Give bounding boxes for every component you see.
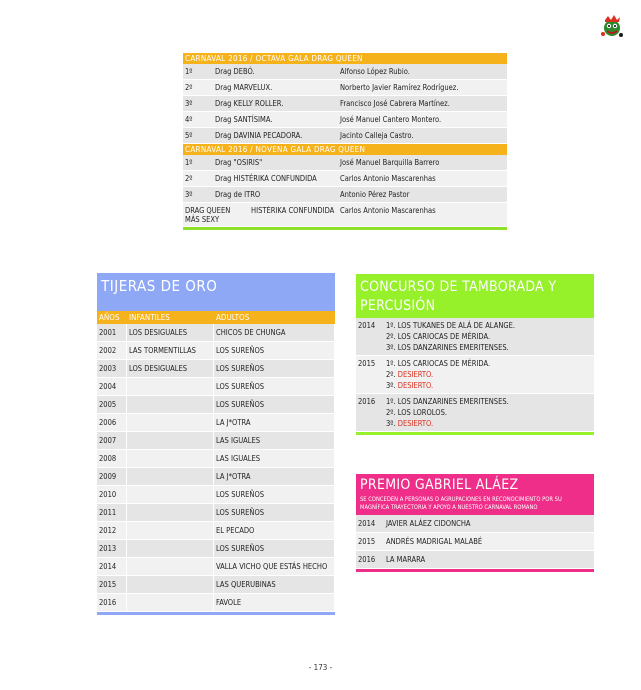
drag-name: Drag DAVINIA PECADORA. xyxy=(215,131,303,140)
premio-row xyxy=(356,515,594,533)
drag-table-bottom-bar xyxy=(183,227,507,230)
table-row xyxy=(97,342,335,360)
tijeras-header-row xyxy=(97,311,335,324)
premio-subtitle: SE CONCEDEN A PERSONAS O AGRUPACIONES EN RECONOCIMIENTO POR SU MAGNÍFICA TRAYECTORIA Y APOYO A NUESTRO CARNAVAL ROMANO xyxy=(356,496,594,515)
adultos-cell: LOS SUREÑOS xyxy=(214,378,335,395)
drag-name: Drag SANTÍSIMA. xyxy=(215,115,273,124)
infantiles-cell xyxy=(127,432,214,449)
carnival-mascot-logo xyxy=(600,14,624,40)
special-award-label: DRAG QUEEN MÁS SEXY xyxy=(185,206,231,224)
year-cell: 2014 xyxy=(97,558,127,575)
drag-name: Drag MARVELUX. xyxy=(215,83,273,92)
special-award-name: HISTÉRIKA CONFUNDIDA xyxy=(251,206,335,215)
infantiles-cell xyxy=(127,396,214,413)
drag-name: Drag KELLY ROLLER. xyxy=(215,99,284,108)
year-cell: 2003 xyxy=(97,360,127,377)
premio-bottom-bar xyxy=(356,569,594,572)
table-row xyxy=(97,396,335,414)
table-row xyxy=(97,576,335,594)
novena-row xyxy=(183,171,507,187)
novena-row xyxy=(183,187,507,203)
tijeras-bottom-bar xyxy=(97,612,335,615)
result-text: 1º. LOS DANZARINES EMERITENSES. xyxy=(386,397,509,406)
infantiles-cell xyxy=(127,504,214,521)
premio-title: PREMIO GABRIEL ALÁEZ xyxy=(356,474,594,496)
table-row xyxy=(97,504,335,522)
infantiles-cell xyxy=(127,540,214,557)
table-row xyxy=(97,360,335,378)
octava-row xyxy=(183,128,507,144)
result-text: 1º. LOS CARIOCAS DE MÉRIDA. xyxy=(386,359,491,368)
header-years: AÑOS xyxy=(99,313,120,322)
drag-name: Drag HISTÉRIKA CONFUNDIDA xyxy=(215,174,317,183)
year-cell: 2008 xyxy=(97,450,127,467)
author: Carlos Antonio Mascarenhas xyxy=(340,174,436,183)
result-line xyxy=(386,342,594,353)
year-cell: 2004 xyxy=(97,378,127,395)
table-row xyxy=(97,486,335,504)
adultos-cell: LAS QUERUBINAS xyxy=(214,576,335,593)
year-cell: 2014 xyxy=(358,519,376,528)
drag-name: Drag DEBÓ. xyxy=(215,67,255,76)
novena-row xyxy=(183,155,507,171)
year-cell: 2014 xyxy=(358,321,376,330)
year-cell: 2009 xyxy=(97,468,127,485)
result-line xyxy=(386,331,594,342)
tamborada-row xyxy=(356,318,594,356)
result-text: 3º. xyxy=(386,419,398,428)
result-text: 2º. LOS CARIOCAS DE MÉRIDA. xyxy=(386,332,491,341)
year-cell: 2011 xyxy=(97,504,127,521)
adultos-cell: LOS SUREÑOS xyxy=(214,486,335,503)
year-cell: 2010 xyxy=(97,486,127,503)
honoree-name: JAVIER ALÁEZ CIDONCHA xyxy=(386,519,471,528)
tijeras-rows xyxy=(97,324,335,612)
result-line xyxy=(386,358,594,369)
year-cell: 2015 xyxy=(358,359,376,368)
year-cell: 2013 xyxy=(97,540,127,557)
year-cell: 2002 xyxy=(97,342,127,359)
table-row xyxy=(97,558,335,576)
octava-rows xyxy=(183,64,507,144)
adultos-cell: LOS SUREÑOS xyxy=(214,360,335,377)
tamborada-bottom-bar xyxy=(356,432,594,435)
table-row xyxy=(97,594,335,612)
tamborada-row xyxy=(356,356,594,394)
place: 3º xyxy=(185,190,193,199)
year-cell: 2005 xyxy=(97,396,127,413)
author: Jacinto Calleja Castro. xyxy=(340,131,414,140)
adultos-cell: LOS SUREÑOS xyxy=(214,396,335,413)
table-row xyxy=(97,540,335,558)
adultos-cell: LA J*OTRA xyxy=(214,468,335,485)
drag-queen-table xyxy=(183,53,507,230)
deserted-text: DESIERTO. xyxy=(397,381,434,390)
adultos-cell: CHICOS DE CHUNGA xyxy=(214,324,335,341)
year-cell: 2016 xyxy=(97,594,127,611)
author: Francisco José Cabrera Martínez. xyxy=(340,99,450,108)
infantiles-cell xyxy=(127,450,214,467)
honoree-name: ANDRÉS MADRIGAL MALABÉ xyxy=(386,537,483,546)
results-cell xyxy=(386,358,594,391)
place: 3º xyxy=(185,99,193,108)
table-row xyxy=(97,468,335,486)
novena-header: CARNAVAL 2016 / NOVENA GALA DRAG QUEEN xyxy=(183,144,507,155)
drag-name: Drag de ITRO xyxy=(215,190,261,199)
result-line xyxy=(386,407,594,418)
adultos-cell: LOS SUREÑOS xyxy=(214,342,335,359)
place: 5º xyxy=(185,131,193,140)
infantiles-cell xyxy=(127,414,214,431)
infantiles-cell: LOS DESIGUALES xyxy=(127,324,214,341)
infantiles-cell: LAS TORMENTILLAS xyxy=(127,342,214,359)
adultos-cell: LAS IGUALES xyxy=(214,450,335,467)
year-cell: 2016 xyxy=(358,555,376,564)
results-cell xyxy=(386,320,594,353)
result-text: 3º. xyxy=(386,381,398,390)
result-text: 2º. LOS LOROLOS. xyxy=(386,408,448,417)
table-row xyxy=(97,432,335,450)
results-cell xyxy=(386,396,594,429)
adultos-cell: LOS SUREÑOS xyxy=(214,540,335,557)
table-row xyxy=(97,450,335,468)
header-infantiles: INFANTILES xyxy=(129,313,170,322)
adultos-cell: VALLA VICHO QUE ESTÁS HECHO xyxy=(214,558,335,575)
tamborada-row xyxy=(356,394,594,432)
adultos-cell: LAS IGUALES xyxy=(214,432,335,449)
year-cell: 2012 xyxy=(97,522,127,539)
result-line xyxy=(386,369,594,380)
author: Norberto Javier Ramírez Rodríguez. xyxy=(340,83,459,92)
honoree-name: LA MARARA xyxy=(386,555,426,564)
place: 4º xyxy=(185,115,193,124)
infantiles-cell xyxy=(127,468,214,485)
place: 2º xyxy=(185,83,193,92)
octava-row xyxy=(183,112,507,128)
premio-row xyxy=(356,533,594,551)
special-award-author: Carlos Antonio Mascarenhas xyxy=(340,206,436,215)
tamborada-rows xyxy=(356,318,594,432)
year-cell: 2001 xyxy=(97,324,127,341)
adultos-cell: EL PECADO xyxy=(214,522,335,539)
result-text: 1º. LOS TUKANES DE ALÁ DE ALANGE. xyxy=(386,321,516,330)
adultos-cell: FAVOLE xyxy=(214,594,335,611)
author: José Manuel Barquilla Barrero xyxy=(340,158,440,167)
premio-row xyxy=(356,551,594,569)
deserted-text: DESIERTO. xyxy=(397,419,434,428)
result-line xyxy=(386,418,594,429)
table-row xyxy=(97,414,335,432)
octava-row xyxy=(183,96,507,112)
adultos-cell: LA J*OTRA xyxy=(214,414,335,431)
special-award-row xyxy=(183,203,507,227)
octava-header: CARNAVAL 2016 / OCTAVA GALA DRAG QUEEN xyxy=(183,53,507,64)
premio-rows xyxy=(356,515,594,569)
infantiles-cell xyxy=(127,576,214,593)
place: 1º xyxy=(185,67,193,76)
drag-name: Drag "OSIRIS" xyxy=(215,158,263,167)
place: 1º xyxy=(185,158,193,167)
octava-row xyxy=(183,80,507,96)
infantiles-cell xyxy=(127,558,214,575)
author: Antonio Pérez Pastor xyxy=(340,190,410,199)
result-line xyxy=(386,396,594,407)
table-row xyxy=(97,522,335,540)
premio-gabriel-alaez-table xyxy=(356,474,594,572)
result-line xyxy=(386,320,594,331)
author: Alfonso López Rubio. xyxy=(340,67,410,76)
tamborada-title: CONCURSO DE TAMBORADA Y PERCUSIÓN xyxy=(356,274,594,318)
year-cell: 2015 xyxy=(97,576,127,593)
page-number: - 173 - xyxy=(308,663,333,672)
result-line xyxy=(386,380,594,391)
infantiles-cell: LOS DESIGUALES xyxy=(127,360,214,377)
table-row xyxy=(97,378,335,396)
tijeras-de-oro-table xyxy=(97,273,335,615)
year-cell: 2006 xyxy=(97,414,127,431)
year-cell: 2015 xyxy=(358,537,376,546)
place: 2º xyxy=(185,174,193,183)
novena-rows xyxy=(183,155,507,203)
infantiles-cell xyxy=(127,378,214,395)
result-text: 3º. LOS DANZARINES EMERITENSES. xyxy=(386,343,509,352)
infantiles-cell xyxy=(127,522,214,539)
tijeras-title: TIJERAS DE ORO xyxy=(97,273,335,311)
deserted-text: DESIERTO. xyxy=(397,370,434,379)
header-adultos: ADULTOS xyxy=(216,313,250,322)
year-cell: 2007 xyxy=(97,432,127,449)
table-row xyxy=(97,324,335,342)
author: José Manuel Cantero Montero. xyxy=(340,115,442,124)
adultos-cell: LOS SUREÑOS xyxy=(214,504,335,521)
infantiles-cell xyxy=(127,486,214,503)
year-cell: 2016 xyxy=(358,397,376,406)
tamborada-table xyxy=(356,274,594,435)
result-text: 2º. xyxy=(386,370,398,379)
infantiles-cell xyxy=(127,594,214,611)
octava-row xyxy=(183,64,507,80)
